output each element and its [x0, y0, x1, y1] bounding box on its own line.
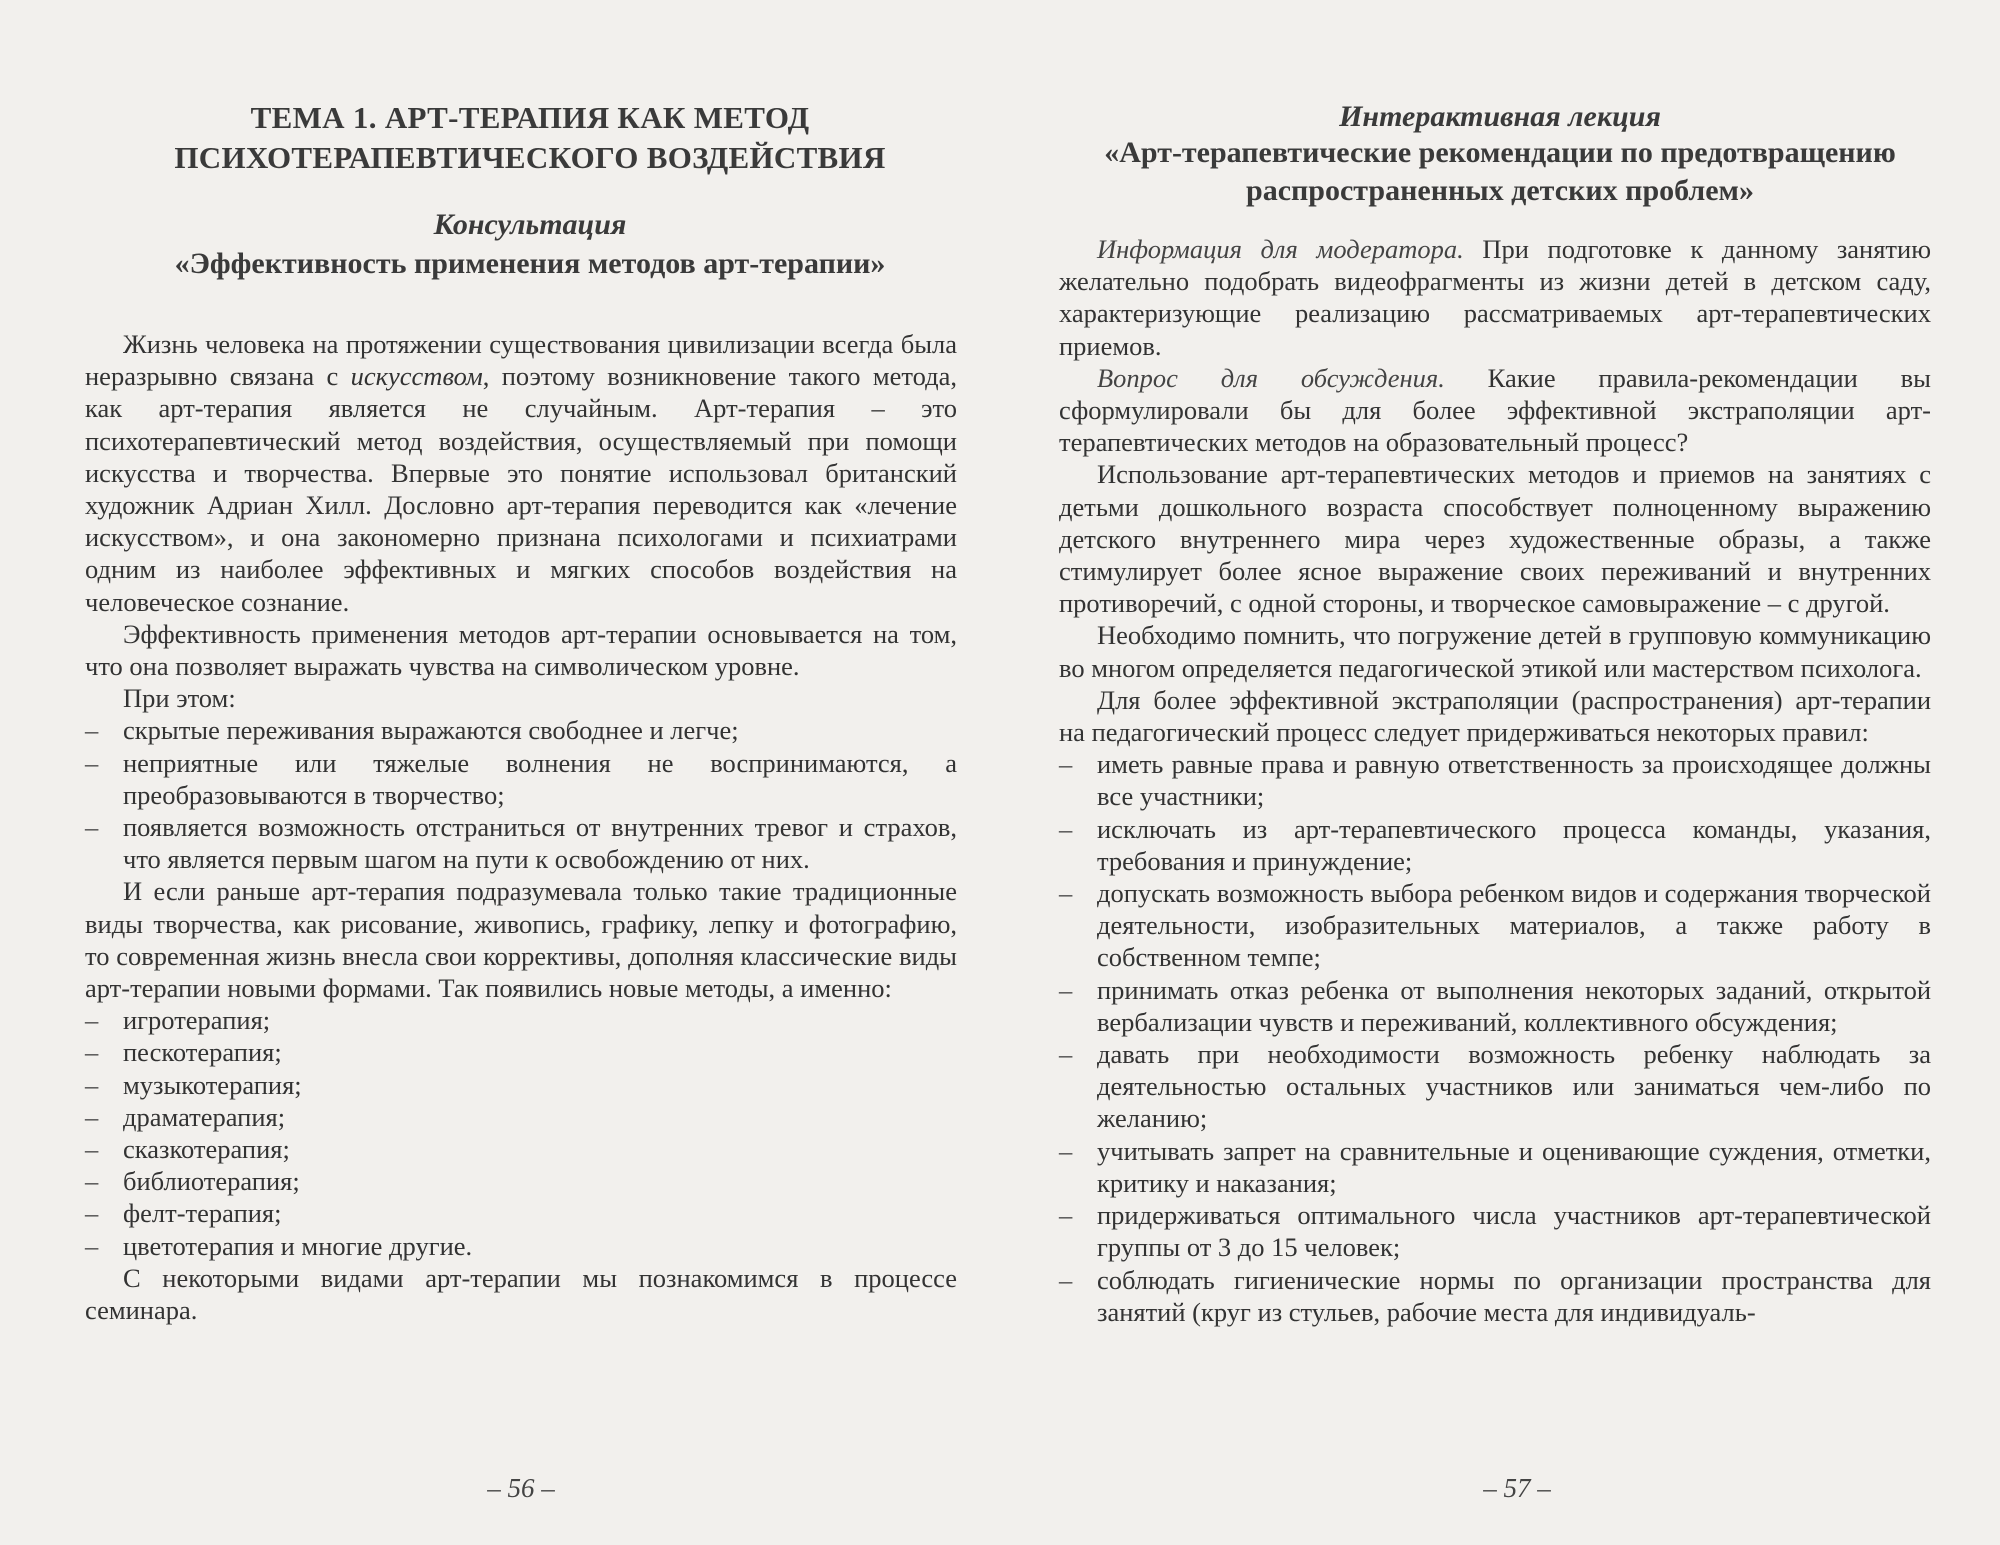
paragraph: Информация для модератора. При подготовке к данному занятию желательно подобрать видеофрагменты из жизни детей в детском саду, характеризующие реализацию рассматриваемых арт-терапевтических приемов.: [1059, 234, 1931, 361]
emphasis: искусством: [350, 361, 483, 392]
rules-list: [1059, 748, 1931, 1328]
lead-in: Информация для модератора.: [1097, 234, 1464, 264]
list-item: – появляется возможность отстраниться от внутренних тревог и страхов, что является первым шагом на пути к освобождению от них.: [85, 811, 957, 875]
topic-title: ТЕМА 1. АРТ-ТЕРАПИЯ КАК МЕТОД ПСИХОТЕРАПЕВТИЧЕСКОГО ВОЗДЕЙСТВИЯ: [174, 100, 886, 175]
lead-in: Вопрос для обсуждения.: [1097, 362, 1445, 393]
paragraph: Использование арт-терапевтических методов и приемов на занятиях с детьми дошкольного возраста способствует полноценному выражению детского внутреннего мира через художественные образы, а также стимулирует более ясное выражение своих переживаний и внутренних противоречий, с одной стороны, и творческое самовыражение – с другой.: [1059, 459, 1931, 619]
list-item: – соблюдать гигиенические нормы по организации пространства для занятий (круг из стульев, рабочие места для индивидуаль-: [1059, 1264, 1931, 1328]
list-item: – исключать из арт-терапевтического процесса команды, указания, требования и принуждение;: [1059, 813, 1931, 877]
list-item: – давать при необходимости возможность ребенку наблюдать за деятельностью остальных участников или заниматься чем-либо по желанию;: [1059, 1038, 1931, 1135]
list-item: – принимать отказ ребенка от выполнения некоторых заданий, открытой вербализации чувств и переживаний, коллективного обсуждения;: [1059, 974, 1931, 1038]
list-item: – драматерапия;: [85, 1101, 957, 1133]
list-item: – библиотерапия;: [85, 1165, 957, 1197]
consultation-title: «Эффективность применения методов арт-терапии»: [174, 247, 886, 280]
right-page: [1000, 0, 2000, 1545]
left-body-text: [85, 328, 957, 1326]
list-item: – скрытые переживания выражаются свободнее и легче;: [85, 714, 957, 746]
list-item: – сказкотерапия;: [85, 1133, 957, 1165]
lecture-type: Интерактивная лекция: [1339, 100, 1661, 133]
list-item: – придерживаться оптимального числа участников арт-терапевтической группы от 3 до 15 человек;: [1059, 1199, 1931, 1263]
paragraph: Вопрос для обсуждения. Какие правила-рекомендации вы сформулировали бы для более эффективной экстраполяции арт-терапевтических методов на образовательный процесс?: [1059, 362, 1931, 458]
right-body-text: [1059, 233, 1931, 1328]
list-item: – допускать возможность выбора ребенком видов и содержания творческой деятельности, изобразительных материалов, а также работу в собственном темпе;: [1059, 877, 1931, 974]
effects-list: [85, 714, 957, 875]
list-item: – игротерапия;: [85, 1004, 957, 1036]
list-item: – фелт-терапия;: [85, 1197, 957, 1229]
paragraph: При этом:: [123, 683, 236, 714]
consultation-type: Консультация: [433, 208, 627, 241]
paragraph: С некоторыми видами арт-терапии мы познакомимся в процессе семинара.: [85, 1262, 957, 1326]
paragraph: Для более эффективной экстраполяции (распространения) арт-терапии на педагогический процесс следует придерживаться некоторых правил:: [1059, 684, 1931, 748]
page-number: – 57 –: [1483, 1473, 1551, 1503]
list-item: – цветотерапия и многие другие.: [85, 1230, 957, 1262]
lecture-title: «Арт-терапевтические рекомендации по предотвращению распространенных детских проблем»: [1104, 136, 1896, 207]
paragraph: Необходимо помнить, что погружение детей в групповую коммуникацию во многом определяется педагогической этикой или мастерством психолога.: [1059, 620, 1931, 683]
list-item: – учитывать запрет на сравнительные и оценивающие суждения, отметки, критику и наказания;: [1059, 1135, 1931, 1199]
list-item: – неприятные или тяжелые волнения не воспринимаются, а преобразовываются в творчество;: [85, 747, 957, 811]
paragraph: Жизнь человека на протяжении существования цивилизации всегда была неразрывно связана с искусством, поэтому возникновение такого метода, как арт-терапия является не случайным. Арт-терапия – это психотерапевтический метод воздействия, осуществляемый при помощи искусства и творчества. Впервые это понятие использовал британский художник Адриан Хилл. Дословно арт-терапия переводится как «лечение искусством», и она закономерно признана психологами и психиатрами одним из наиболее эффективных и мягких способов воздействия на человеческое сознание.: [85, 329, 957, 617]
list-item: – пескотерапия;: [85, 1036, 957, 1068]
paragraph: И если раньше арт-терапия подразумевала только такие традиционные виды творчества, как рисование, живопись, графику, лепку и фотографию, то современная жизнь внесла свои коррективы, дополняя классические виды арт-терапии новыми формами. Так появились новые методы, а именно:: [85, 876, 957, 1004]
list-item: – иметь равные права и равную ответственность за происходящее должны все участники;: [1059, 748, 1931, 812]
methods-list: [85, 1004, 957, 1262]
page-number: – 56 –: [487, 1473, 555, 1503]
list-item: – музыкотерапия;: [85, 1069, 957, 1101]
paragraph: Эффективность применения методов арт-терапии основывается на том, что она позволяет выражать чувства на символическом уровне.: [85, 618, 957, 682]
